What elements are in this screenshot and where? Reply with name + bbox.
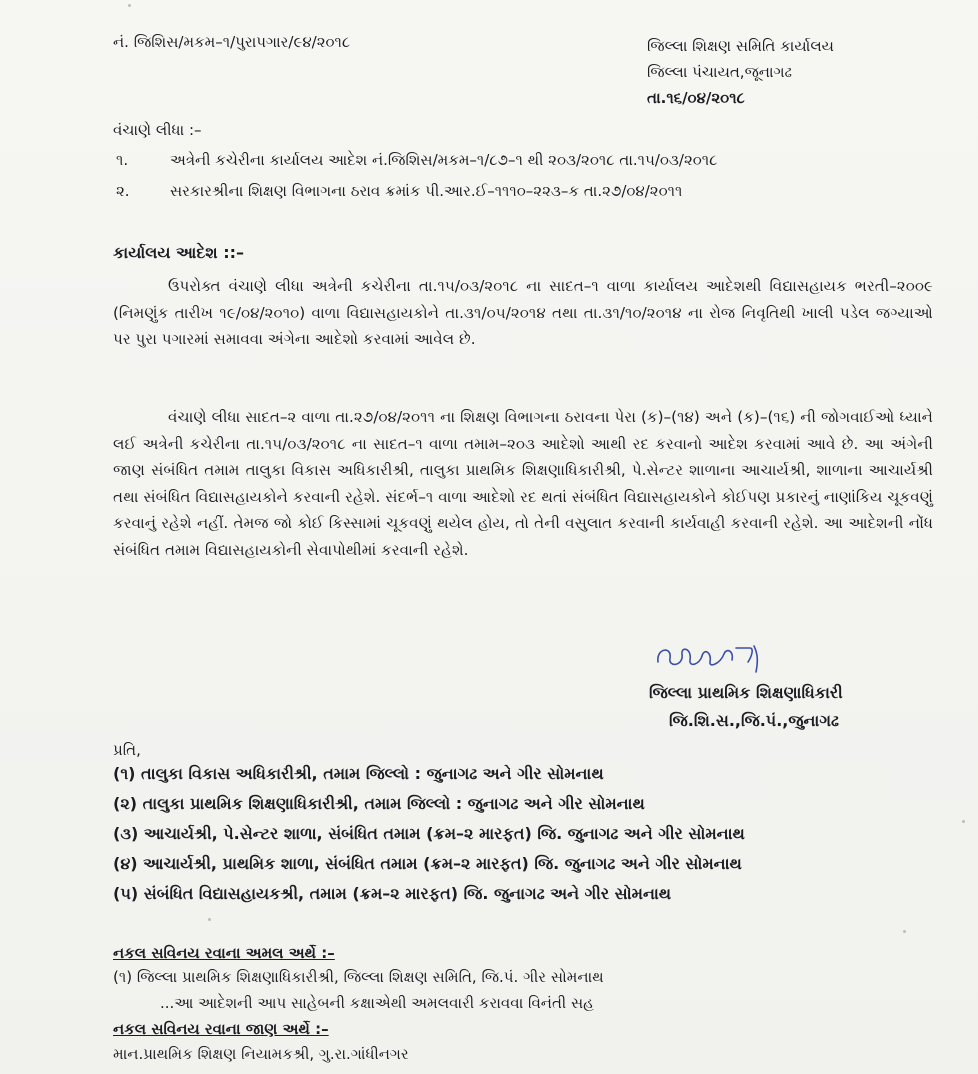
order-title: કાર્યાલય આદેશ ::– xyxy=(113,243,245,262)
office-address-block xyxy=(647,33,834,111)
read-item-number: ૧. xyxy=(116,151,129,169)
document-date: તા.૧૬/૦૪/૨૦૧૮ xyxy=(647,89,745,107)
copy-info-heading: નકલ સવિનય રવાના જાણ અર્થે :– xyxy=(113,1020,329,1038)
signatory-office: જિ.શિ.સ.,જિ.પં.,જુનાગઢ xyxy=(669,711,839,730)
paper-speck xyxy=(208,918,211,921)
recipient-item: (૫) સંબંધિત વિદ્યાસહાયકશ્રી, તમામ (ક્રમ–૨ મારફત) જિ. જુનાગઢ અને ગીર સોમનાથ xyxy=(113,884,672,903)
read-item-number: ૨. xyxy=(116,182,130,200)
signatory-title: જિલ્લા પ્રાથમિક શિક્ષણાધિકારી xyxy=(649,683,843,702)
order-paragraph-2: વંચાણે લીધા સાદત–૨ વાળા તા.૨૭/૦૪/૨૦૧૧ ના શિક્ષણ વિભાગના ઠરાવના પેરા (ક)–(૧૪) અને (ક)–(૧૬) ની જોગવાઈઓ ધ્યાને લઈ અત્રેની કચેરીના તા.૧૫/૦૩/૨૦૧૮ ના સાદત–૧ વાળા તમામ–૨૦૩ આદેશો આથી રદ કરવાનો આદેશ કરવામાં આવે છે. આ અંગેની જાણ સંબંધિત તમામ તાલુકા વિકાસ અધિકારીશ્રી, તાલુકા પ્રાથમિક શિક્ષણાધિકારીશ્રી, પે.સેન્ટર શાળાના આચાર્યશ્રી, શાળાના આચાર્યશ્રી તથા સંબંધિત વિદ્યાસહાયકોને કરવાની રહેશે. સંદર્ભ–૧ વાળા આદેશો રદ થતાં સંબંધિત વિદ્યાસહાયકોને કોઈપણ પ્રકારનું નાણાંકિય ચૂકવણું કરવાનું રહેશે નહીં. તેમજ જો કોઈ કિસ્સામાં ચૂકવણું થયેલ હોય, તો તેની વસુલાત કરવાની કાર્યવાહી કરવાની રહેશે. આ આદેશની નોંધ સંબંધિત તમામ વિદ્યાસહાયકોની સેવાપોથીમાં કરવાની રહેશે. xyxy=(113,408,933,559)
copy-info-line: માન.પ્રાથમિક શિક્ષણ નિયામકશ્રી, ગુ.રા.ગાંધીનગર xyxy=(113,1045,409,1063)
signature-image xyxy=(654,640,784,676)
recipient-item: (૨) તાલુકા પ્રાથમિક શિક્ષણાધિકારીશ્રી, તમામ જિલ્લો : જુનાગઢ અને ગીર સોમનાથ xyxy=(113,794,645,813)
recipients-label: પ્રતિ, xyxy=(113,741,141,759)
copy-action-note: ...આ આદેશની આપ સાહેબની કક્ષાએથી અમલવારી કરાવવા વિનંતી સહ xyxy=(160,994,594,1012)
recipient-item: (૪) આચાર્યશ્રી, પ્રાથમિક શાળા, સંબંધિત તમામ (ક્રમ–૨ મારફત) જિ. જુનાગઢ અને ગીર સોમનાથ xyxy=(113,854,742,873)
recipient-item: (૩) આચાર્યશ્રી, પે.સેન્ટર શાળા, સંબંધિત તમામ (ક્રમ–૨ મારફત) જિ. જુનાગઢ અને ગીર સોમનાથ xyxy=(113,824,745,843)
office-location: જિલ્લા પંચાયત,જૂનાગઢ xyxy=(647,63,793,81)
reference-number: નં. જિશિસ/મકમ–૧/પુરાપગાર/૯૪/૨૦૧૮ xyxy=(113,33,351,51)
office-name: જિલ્લા શિક્ષણ સમિતિ કાર્યાલય xyxy=(647,37,834,55)
copy-action-heading: નકલ સવિનય રવાના અમલ અર્થે :– xyxy=(113,944,335,962)
copy-action-line: (૧) જિલ્લા પ્રાથમિક શિક્ષણાધિકારીશ્રી, જિલ્લા શિક્ષણ સમિતિ, જિ.પં. ગીર સોમનાથ xyxy=(113,968,604,986)
paper-speck xyxy=(128,4,131,7)
read-item-text: સરકારશ્રીના શિક્ષણ વિભાગના ઠરાવ ક્રમાંક પી.આર.ઈ–૧૧૧૦–૨૨૩–ક તા.૨૭/૦૪/૨૦૧૧ xyxy=(170,182,683,200)
read-references-title: વંચાણે લીધા :– xyxy=(113,121,202,139)
paper-speck xyxy=(962,820,965,823)
read-item-text: અત્રેની કચેરીના કાર્યાલય આદેશ નં.જિશિસ/મકમ–૧/૮૭–૧ થી ૨૦૩/૨૦૧૮ તા.૧૫/૦૩/૨૦૧૮ xyxy=(170,151,718,169)
order-paragraph-1: ઉપરોક્ત વંચાણે લીધા અત્રેની કચેરીના તા.૧૫/૦૩/૨૦૧૮ ના સાદત–૧ વાળા કાર્યાલય આદેશથી વિદ્યાસહાયક ભરતી–૨૦૦૯ (નિમણુંક તારીખ ૧૯/૦૪/૨૦૧૦) વાળા વિદ્યાસહાયકોને તા.૩૧/૦૫/૨૦૧૪ તથા તા.૩૧/૧૦/૨૦૧૪ ના રોજ નિવૃતિથી ખાલી પડેલ જગ્યાઓ પર પુરા પગારમાં સમાવવા અંગેના આદેશો કરવામાં આવેલ છે. xyxy=(113,277,933,348)
paper-speck xyxy=(903,930,906,933)
recipient-item: (૧) તાલુકા વિકાસ અધિકારીશ્રી, તમામ જિલ્લો : જુનાગઢ અને ગીર સોમનાથ xyxy=(113,764,604,783)
